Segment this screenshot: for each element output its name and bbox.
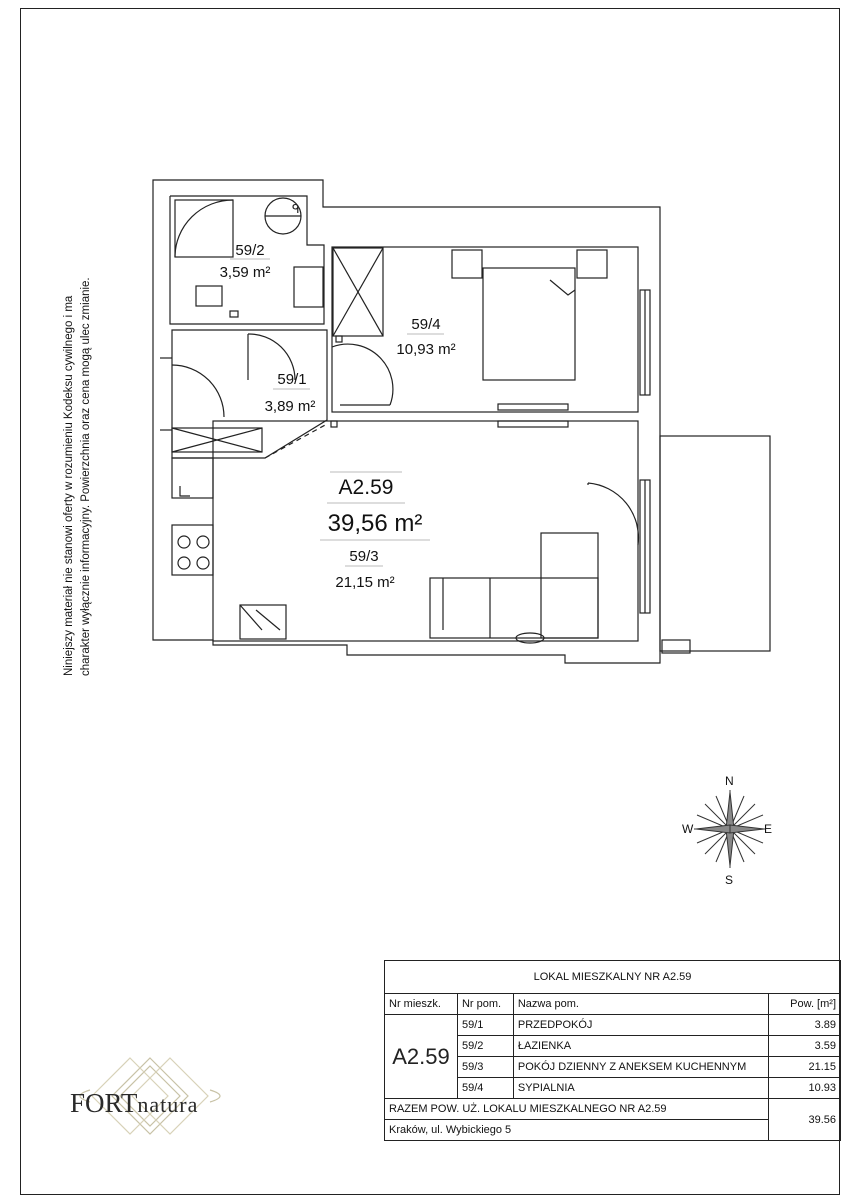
table-row-name: POKÓJ DZIENNY Z ANEKSEM KUCHENNYM bbox=[513, 1057, 768, 1078]
table-row-room: 59/1 bbox=[457, 1015, 513, 1036]
compass-west: W bbox=[682, 822, 694, 836]
compass-east: E bbox=[764, 822, 773, 836]
apartment-area: 39,56 m² bbox=[327, 510, 423, 537]
room-59-4-area: 10,93 m² bbox=[396, 341, 456, 358]
table-row-room: 59/2 bbox=[457, 1036, 513, 1057]
disclaimer-text: Niniejszy materiał nie stanowi oferty w rozumieniu Kodeksu cywilnego i ma charakter wyłącznie informacyjny. Powierzchnia oraz cena mogą ulec zmianie. bbox=[63, 277, 92, 676]
logo-natura-text: natura bbox=[137, 1092, 199, 1117]
table-row-name: SYPIALNIA bbox=[513, 1078, 768, 1099]
table-row-room: 59/3 bbox=[457, 1057, 513, 1078]
bedroom-walls bbox=[332, 247, 638, 412]
table-row-room: 59/4 bbox=[457, 1078, 513, 1099]
header-room-number: Nr pom. bbox=[457, 994, 513, 1015]
legend-total-value: 39.56 bbox=[769, 1099, 841, 1141]
compass-south: S bbox=[725, 873, 734, 887]
legend-apartment-id: A2.59 bbox=[385, 1015, 458, 1099]
header-apartment-number: Nr mieszk. bbox=[385, 994, 458, 1015]
hallway-walls bbox=[172, 330, 327, 458]
table-row-area: 10.93 bbox=[769, 1078, 841, 1099]
table-row-area: 3.89 bbox=[769, 1015, 841, 1036]
room-59-2-area: 3,59 m² bbox=[219, 264, 271, 281]
table-row-name: PRZEDPOKÓJ bbox=[513, 1015, 768, 1036]
logo-fort-text: FORT bbox=[70, 1088, 138, 1118]
room-59-1-number: 59/1 bbox=[277, 371, 307, 388]
room-59-3-area: 21,15 m² bbox=[335, 574, 395, 591]
room-59-2-number: 59/2 bbox=[235, 242, 265, 259]
table-row-area: 3.59 bbox=[769, 1036, 841, 1057]
legend-total-label: RAZEM POW. UŻ. LOKALU MIESZKALNEGO NR A2.59 bbox=[385, 1099, 769, 1120]
room-legend-table bbox=[384, 960, 841, 1141]
fortnatura-logo bbox=[70, 1088, 198, 1119]
legend-address: Kraków, ul. Wybickiego 5 bbox=[385, 1120, 769, 1141]
svg-text:ᑫ: ᑫ bbox=[292, 202, 300, 216]
compass-rose bbox=[694, 790, 766, 868]
header-room-name: Nazwa pom. bbox=[513, 994, 768, 1015]
apartment-id: A2.59 bbox=[338, 476, 394, 499]
legend-title: LOKAL MIESZKALNY NR A2.59 bbox=[385, 961, 841, 994]
room-59-3-number: 59/3 bbox=[349, 548, 379, 565]
compass-north: N bbox=[725, 774, 734, 788]
balcony bbox=[660, 436, 770, 651]
table-row-area: 21.15 bbox=[769, 1057, 841, 1078]
room-59-1-area: 3,89 m² bbox=[264, 398, 316, 415]
room-59-4-number: 59/4 bbox=[411, 316, 441, 333]
table-row-name: ŁAZIENKA bbox=[513, 1036, 768, 1057]
header-room-area: Pow. [m²] bbox=[769, 994, 841, 1015]
